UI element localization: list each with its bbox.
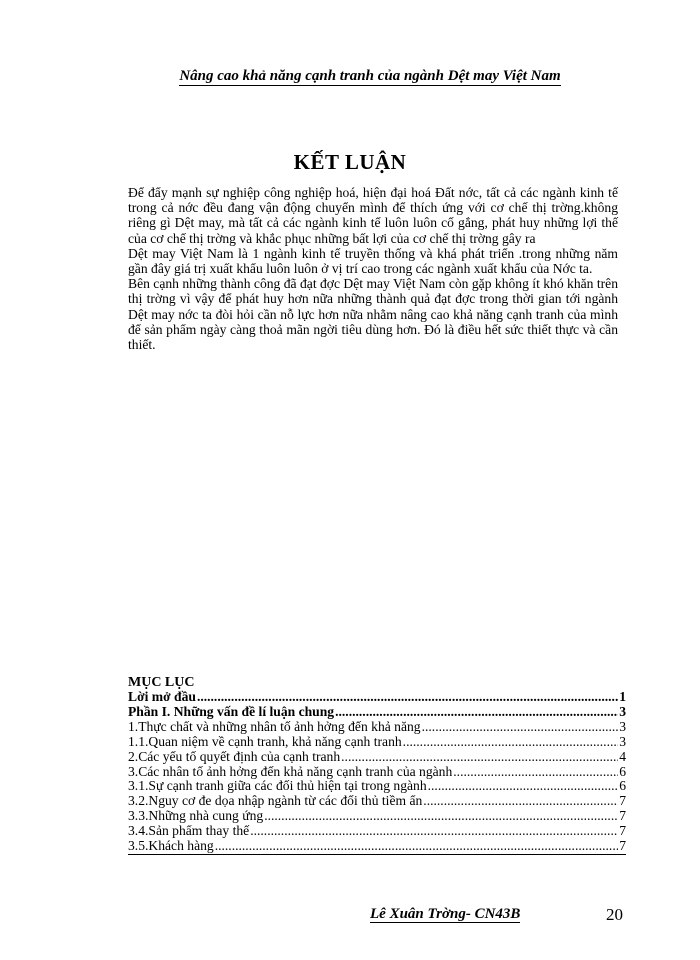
running-header-text: Nâng cao khả năng cạnh tranh của ngành Dệt may Việt Nam: [179, 68, 561, 84]
toc-entry-title: 3.1.Sự cạnh tranh giữa các đối thủ hiện tại trong ngành: [128, 778, 427, 794]
toc-entry-page: 3: [619, 703, 626, 719]
table-of-contents: [128, 675, 626, 855]
toc-dot-leader: [215, 839, 619, 854]
page-number: 20: [606, 905, 623, 924]
toc-dot-leader: [403, 735, 619, 750]
toc-entry: [128, 750, 626, 765]
toc-entry-title: 3.2.Nguy cơ đe dọa nhập ngành từ các đối thủ tiềm ẩn: [128, 793, 423, 809]
toc-entry-title: Phần I. Những vấn đề lí luận chung: [128, 703, 335, 719]
toc-entry: [128, 809, 626, 824]
toc-entry-page: 6: [619, 763, 626, 779]
toc-entry-title: 3.4.Sản phẩm thay thế: [128, 823, 250, 839]
toc-entry: [128, 765, 626, 780]
toc-entry-title: 3.Các nhân tố ảnh hởng đến khả năng cạnh tranh của ngành: [128, 763, 453, 779]
conclusion-paragraph: Bên cạnh những thành công đã đạt đợc Dệt may Việt Nam còn gặp không ít khó khăn trên thị trờng vì vậy để phát huy hơn nữa những thành quả đạt đợc trong thời gian tới ngành Dệt may nớc ta đòi hỏi cần nỗ lực hơn nữa nhằm nâng cao khả năng cạnh tranh của mình để sản phẩm ngày càng thoả mãn ngời tiêu dùng hơn. Đó là điều hết sức thiết thực và cần thiết.: [128, 276, 618, 353]
toc-dot-leader: [197, 690, 618, 705]
conclusion-paragraph: Để đẩy mạnh sự nghiệp công nghiệp hoá, hiện đại hoá Đất nớc, tất cả các ngành kinh tế trong cả nớc đều đang vận động chuyển mình để thích ứng với cơ chế thị trờng.không riêng gì Dệt may, mà tất cả các ngành kinh tế luôn luôn cố gắng, phát huy những lợi thế của cơ chế thị trờng và khắc phục những bất lợi của cơ chế thị trờng gây ra: [128, 185, 618, 246]
toc-entry: [128, 779, 626, 794]
toc-entry-page: 4: [619, 748, 626, 764]
conclusion-body: [128, 185, 618, 352]
toc-entry: [128, 720, 626, 735]
toc-heading: MỤC LỤC: [128, 675, 195, 690]
toc-list: [128, 690, 626, 855]
toc-dot-leader: [264, 809, 618, 824]
toc-entry: [128, 794, 626, 809]
toc-entry-page: 7: [619, 793, 626, 809]
toc-entry-page: 7: [619, 808, 626, 824]
toc-entry: [128, 690, 626, 705]
toc-entry-page: 3: [619, 718, 626, 734]
toc-entry: [128, 735, 626, 750]
toc-entry-page: 1: [619, 689, 626, 704]
toc-entry-title: 1.1.Quan niệm về cạnh tranh, khả năng cạnh tranh: [128, 733, 402, 749]
toc-dot-leader: [335, 705, 618, 720]
toc-dot-leader: [422, 720, 619, 735]
running-header: [120, 68, 620, 85]
toc-dot-leader: [453, 765, 618, 780]
toc-dot-leader: [341, 750, 618, 765]
toc-entry-page: 7: [619, 838, 626, 854]
toc-entry-title: 3.5.Khách hàng: [128, 838, 214, 854]
toc-dot-leader: [428, 779, 619, 794]
toc-entry: [128, 705, 626, 720]
conclusion-paragraph: Dệt may Việt Nam là 1 ngành kinh tế truyền thống và khá phát triển .trong những năm gần đây giá trị xuất khẩu luôn luôn ở vị trí cao trong các ngành xuất khẩu của Nớc ta.: [128, 245, 618, 277]
toc-entry-page: 7: [619, 823, 626, 839]
toc-entry-title: 1.Thực chất và những nhân tố ảnh hởng đến khả năng: [128, 718, 421, 734]
footer-author: Lê Xuân Trờng- CN43B: [370, 906, 521, 922]
toc-dot-leader: [250, 824, 618, 839]
toc-entry-title: 2.Các yếu tố quyết định của cạnh tranh: [128, 748, 341, 764]
toc-entry: [128, 839, 626, 855]
toc-entry-page: 6: [619, 778, 626, 794]
toc-dot-leader: [423, 794, 618, 809]
toc-entry-page: 3: [619, 733, 626, 749]
conclusion-title: KẾT LUẬN: [293, 150, 407, 174]
toc-entry-title: Lời mở đầu: [128, 689, 196, 704]
toc-entry-title: 3.3.Những nhà cung ứng: [128, 808, 264, 824]
toc-entry: [128, 824, 626, 839]
